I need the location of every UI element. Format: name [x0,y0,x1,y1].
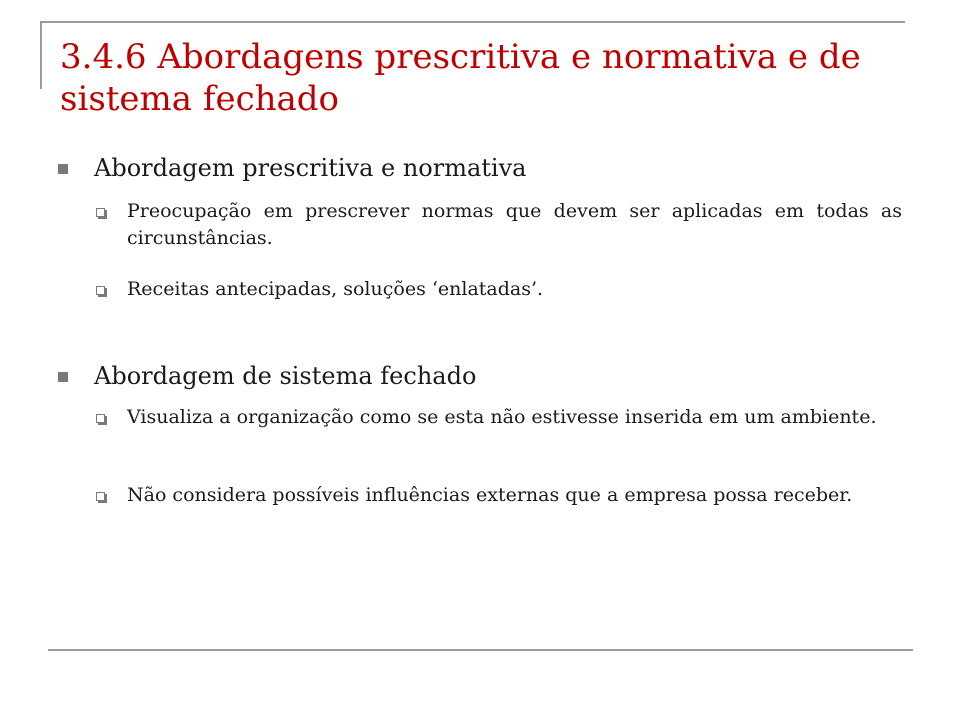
hollow-square-bullet-icon [96,208,105,217]
hollow-square-bullet-icon [96,492,105,501]
square-bullet-icon [58,372,68,382]
hollow-square-bullet-icon [96,286,105,295]
list-item-text: Não considera possíveis influências externas que a empresa possa receber. [127,484,853,506]
list-item [96,198,902,252]
list-item [96,276,902,303]
section-heading-text: Abordagem prescritiva e normativa [94,154,527,182]
list-item-text: Visualiza a organização como se esta não estivesse inserida em um ambiente. [127,406,877,428]
list-item-text: Preocupação em prescrever normas que devem ser aplicadas em todas as circunstâncias. [127,200,902,249]
list-item-text: Receitas antecipadas, soluções ‘enlatadas’. [127,278,544,300]
bottom-rule [48,649,913,651]
list-item [96,482,902,509]
slide-title: 3.4.6 Abordagens prescritiva e normativa e de sistema fechado [60,37,861,119]
section-heading-closed-system [58,362,908,390]
square-bullet-icon [58,164,68,174]
hollow-square-bullet-icon [96,414,105,423]
left-rule [40,21,42,89]
top-rule [40,21,905,23]
list-item [96,404,902,431]
section-heading-prescriptive [58,154,908,182]
section-heading-text: Abordagem de sistema fechado [94,362,477,390]
